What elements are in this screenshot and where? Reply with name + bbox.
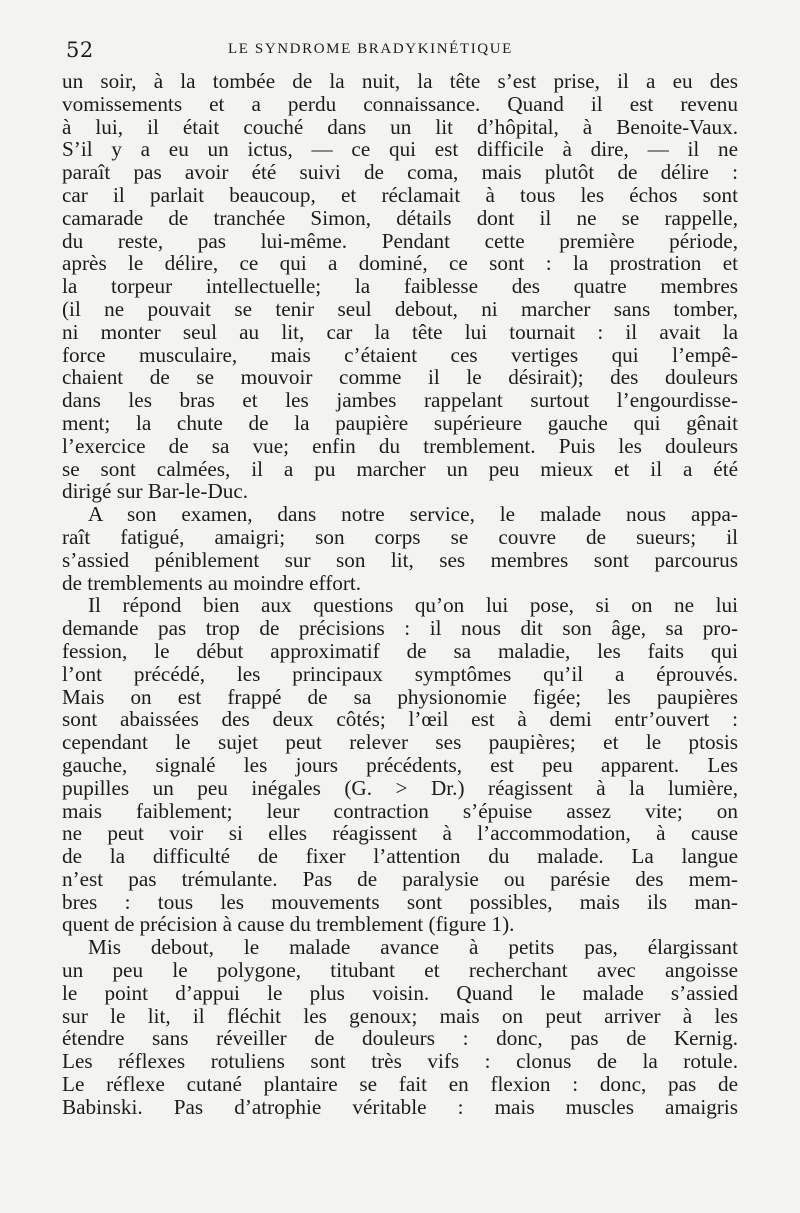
text-line: l’ont précédé, les principaux symptômes qu’il a éprouvés. [62, 661, 738, 686]
text-line: gauche, signalé les jours précédents, est peu apparent. Les [62, 752, 738, 777]
body-text [62, 70, 738, 1119]
text-line: force musculaire, mais c’étaient ces vertiges qui l’empê- [62, 342, 738, 367]
text-line: de la difficulté de fixer l’attention du malade. La langue [62, 844, 738, 869]
text-line: après le délire, ce qui a dominé, ce sont : la prostration et [62, 251, 738, 276]
text-line: cependant le sujet peut relever ses paupières; et le ptosis [62, 730, 738, 755]
text-line: Babinski. Pas d’atrophie véritable : mais muscles amaigris [62, 1094, 738, 1119]
text-line: bres : tous les mouvements sont possibles, mais ils man- [62, 889, 738, 914]
text-line: camarade de tranchée Simon, détails dont il ne se rappelle, [62, 205, 738, 230]
text-line: dans les bras et les jambes rappelant surtout l’engourdisse- [62, 388, 738, 413]
text-line: sont abaissées des deux côtés; l’œil est à demi entr’ouvert : [62, 707, 738, 732]
text-line: car il parlait beaucoup, et réclamait à tous les échos sont [62, 182, 738, 207]
text-line: quent de précision à cause du tremblement (figure 1). [62, 912, 515, 937]
text-line: Il répond bien aux questions qu’on lui pose, si on ne lui [88, 593, 738, 618]
text-line: un soir, à la tombée de la nuit, la tête s’est prise, il a eu des [62, 69, 738, 93]
text-line: ne peut voir si elles réagissent à l’accommodation, à cause [62, 821, 738, 846]
page-number: 52 [66, 38, 94, 62]
text-line: raît fatigué, amaigri; son corps se couvre de sueurs; il [62, 524, 738, 549]
text-line: du reste, pas lui-même. Pendant cette première période, [62, 228, 738, 253]
text-line: A son examen, dans notre service, le malade nous appa- [88, 502, 738, 527]
text-line: chaient de se mouvoir comme il le désirait); des douleurs [62, 365, 738, 390]
text-line: Mais on est frappé de sa physionomie figée; les paupières [62, 684, 738, 709]
text-line: le point d’appui le plus voisin. Quand le malade s’assied [62, 980, 738, 1005]
text-line: un peu le polygone, titubant et recherchant avec angoisse [62, 958, 738, 983]
text-line: se sont calmées, il a pu marcher un peu mieux et il a été [62, 456, 738, 481]
text-line: dirigé sur Bar-le-Duc. [62, 479, 249, 504]
text-line: étendre sans réveiller de douleurs : donc, pas de Kernig. [62, 1026, 738, 1051]
text-line: sur le lit, il fléchit les genoux; mais on peut arriver à les [62, 1003, 738, 1028]
text-line: Mis debout, le malade avance à petits pas, élargissant [88, 935, 738, 960]
text-line: pupilles un peu inégales (G. > Dr.) réagissent à la lumière, [62, 775, 738, 800]
text-line: S’il y a eu un ictus, — ce qui est difficile à dire, — il ne [62, 137, 738, 162]
text-line: l’exercice de sa vue; enfin du tremblement. Puis les douleurs [62, 433, 738, 458]
text-line: Le réflexe cutané plantaire se fait en flexion : donc, pas de [62, 1072, 738, 1097]
text-line: ni monter seul au lit, car la tête lui tournait : il avait la [62, 319, 738, 344]
text-line: demande pas trop de précisions : il nous dit son âge, sa pro- [62, 616, 738, 641]
text-line: (il ne pouvait se tenir seul debout, ni marcher sans tomber, [62, 296, 738, 321]
text-line: à lui, il était couché dans un lit d’hôpital, à Benoite-Vaux. [62, 114, 738, 139]
page-header [66, 38, 732, 64]
text-line: fession, le début approximatif de sa maladie, les faits qui [62, 638, 738, 663]
text-line: s’assied péniblement sur son lit, ses membres sont parcourus [62, 547, 738, 572]
text-line: vomissements et a perdu connaissance. Quand il est revenu [62, 91, 738, 116]
text-line: la torpeur intellectuelle; la faiblesse des quatre membres [62, 274, 738, 299]
text-line: Les réflexes rotuliens sont très vifs : clonus de la rotule. [62, 1049, 738, 1074]
text-line: mais faiblement; leur contraction s’épuise assez vite; on [62, 798, 738, 823]
text-line: n’est pas trémulante. Pas de paralysie ou parésie des mem- [62, 866, 738, 891]
text-line: de tremblements au moindre effort. [62, 570, 362, 595]
text-line: ment; la chute de la paupière supérieure gauche qui gênait [62, 410, 738, 435]
text-line: paraît pas avoir été suivi de coma, mais plutôt de délire : [62, 160, 738, 185]
running-head: LE SYNDROME BRADYKINÉTIQUE [228, 41, 513, 57]
